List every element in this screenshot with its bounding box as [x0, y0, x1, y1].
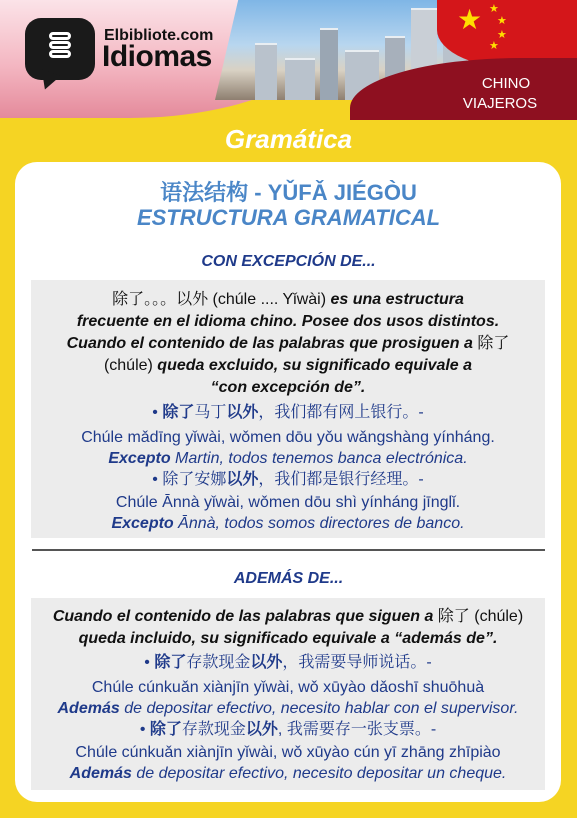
example-chinese: • 除了安娜以外，我们都是银行经理。- — [152, 471, 424, 488]
flag-big-star-icon: ★ — [457, 4, 483, 35]
section1-heading: CON EXCEPCIÓN DE... — [201, 253, 376, 270]
explanation-line: “con excepción de”. — [210, 379, 366, 396]
example-pinyin: Chúle cúnkuǎn xiànjīn yǐwài, wǒ xūyào cún yī zhāng zhīpiào — [75, 744, 501, 761]
logo-icon — [25, 18, 95, 80]
example-translation: Excepto Martin, todos tenemos banca electrónica. — [108, 450, 468, 467]
language-tag: CHINO — [481, 75, 531, 92]
explanation-line: Cuando el contenido de las palabras que siguen a 除了 (chúle) — [52, 608, 524, 625]
brand-name: Idiomas — [102, 40, 212, 73]
explanation-line: Cuando el contenido de las palabras que prosiguen a 除了 — [66, 335, 510, 352]
section-divider — [32, 549, 545, 551]
header-banner — [0, 0, 577, 120]
flag-small-star-icon: ★ — [497, 15, 507, 27]
example-chinese: • 除了存款现金以外，我需要导师说话。- — [144, 654, 432, 671]
section-title: Gramática — [224, 124, 353, 154]
example-pinyin: Chúle cúnkuǎn xiànjīn yǐwài, wǒ xūyào dǎoshī shuōhuà — [91, 679, 485, 696]
example-pinyin: Chúle mǎdīng yǐwài, wǒmen dōu yǒu wǎngshàng yínháng. — [81, 429, 495, 446]
example-translation: Excepto Ānnà, todos somos directores de banco. — [111, 515, 465, 532]
example-translation: Además de depositar efectivo, necesito hablar con el supervisor. — [57, 700, 519, 717]
brand-website: Elbibliote.com — [104, 27, 214, 44]
explanation-line: queda incluido, su significado equivale a “además de”. — [78, 630, 498, 647]
flag-small-star-icon: ★ — [489, 3, 499, 15]
flag-small-star-icon: ★ — [497, 29, 507, 41]
example-translation: Además de depositar efectivo, necesito depositar un cheque. — [69, 765, 507, 782]
page-title-spanish: ESTRUCTURA GRAMATICAL — [136, 205, 441, 230]
example-pinyin: Chúle Ānnà yǐwài, wǒmen dōu shì yínháng jīnglǐ. — [115, 494, 461, 511]
series-tag: VIAJEROS — [462, 95, 538, 112]
explanation-line: 除了。。。以外 (chúle .... Yǐwài) es una estructura — [112, 291, 464, 308]
page-title-chinese: 语法结构 - YǓFǍ JIÉGÒU — [160, 180, 417, 205]
example-chinese: • 除了马丁以外，我们都有网上银行。- — [152, 404, 424, 421]
explanation-line: (chúle) queda excluido, su significado equivale a — [103, 357, 473, 374]
example-chinese: • 除了存款现金以外, 我需要存一张支票。- — [139, 721, 437, 738]
explanation-line: frecuente en el idioma chino. Posee dos usos distintos. — [76, 313, 500, 330]
flag-small-star-icon: ★ — [489, 40, 499, 52]
section2-heading: ADEMÁS DE... — [233, 570, 344, 587]
